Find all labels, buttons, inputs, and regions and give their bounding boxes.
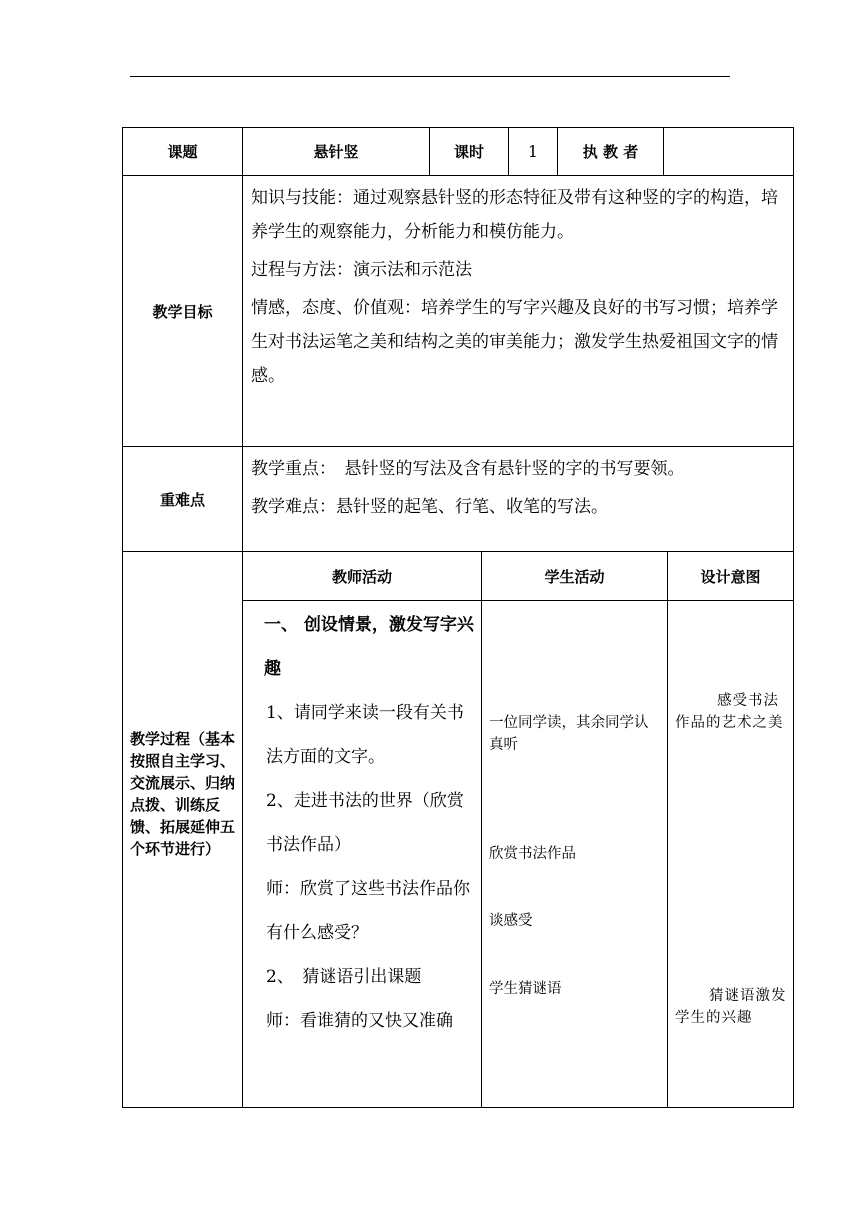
teacher-value (664, 128, 793, 175)
objectives-content (251, 181, 789, 393)
process-label: 教学过程（基本按照自主学习、交流展示、归纳点拨、训练反馈、拓展延伸五个环节进行） (130, 730, 236, 858)
student-activity-2: 欣赏书法作品 (489, 846, 576, 862)
key-points-label: 重难点 (159, 490, 205, 509)
objective-knowledge: 知识与技能：通过观察悬针竖的形态特征及带有这种竖的字的构造，培养学生的观察能力，分析能力和模仿能力。 (251, 188, 778, 242)
key-difficulty: 教学难点：悬针竖的起笔、行笔、收笔的写法。 (251, 497, 608, 517)
period-label: 课时 (453, 143, 484, 161)
objective-emotion: 情感，态度、价值观：培养学生的写字兴趣及良好的书写习惯；培养学生对书法运笔之美和结构之美的审美能力；激发学生热爱祖国文字的情感。 (251, 298, 778, 386)
teacher-section-title: 一、 创设情景，激发写字兴趣 (264, 615, 474, 679)
teacher-step-2: 2、走进书法的世界（欣赏书法作品） (266, 791, 464, 855)
teacher-activities (262, 603, 476, 1043)
teacher-question-1: 师：欣赏了这些书法作品你有什么感受？ (266, 879, 470, 943)
design-intent-2: 猜谜语激发学生的兴趣 (675, 988, 787, 1026)
col-teacher-header: 教师活动 (331, 567, 392, 586)
teacher-question-2: 师：看谁猜的又快又准确 (266, 1011, 453, 1031)
teacher-label: 执 教 者 (582, 143, 639, 161)
student-activity-3: 谈感受 (489, 913, 533, 929)
topic-value: 悬针竖 (313, 143, 359, 161)
design-intent-1: 感受书法作品的艺术之美 (675, 693, 784, 731)
objectives-label: 教学目标 (152, 302, 213, 321)
key-focus: 教学重点： 悬针竖的写法及含有悬针竖的字的书写要领。 (251, 459, 685, 479)
teacher-step-1: 1、请同学来读一段有关书法方面的文字。 (266, 703, 464, 767)
teacher-step-3: 2、 猜谜语引出课题 (266, 967, 422, 987)
key-points-content (251, 452, 789, 524)
student-activity-1: 一位同学读，其余同学认真听 (489, 715, 649, 753)
objective-method: 过程与方法：演示法和示范法 (251, 260, 472, 280)
student-activity-4: 学生猜谜语 (489, 981, 562, 997)
topic-label: 课题 (167, 143, 198, 161)
col-design-header: 设计意图 (700, 567, 761, 586)
period-value: 1 (527, 142, 539, 161)
col-student-header: 学生活动 (544, 567, 605, 586)
